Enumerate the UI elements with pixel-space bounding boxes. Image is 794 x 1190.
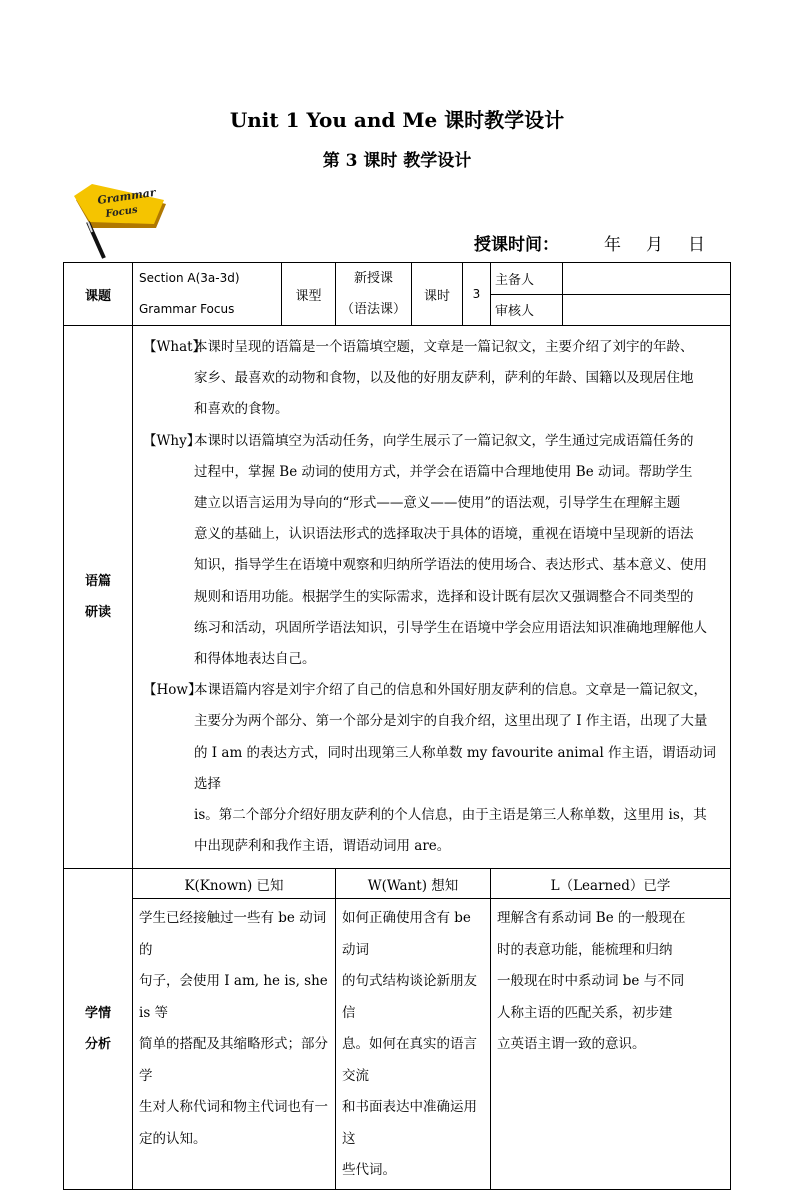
want-line: 如何正确使用含有 be 动词 [342,910,471,958]
want-header: W(Want) 想知 [336,869,491,899]
preparer-value [563,263,731,295]
how-line: 本课语篇内容是刘宇介绍了自己的信息和外国好朋友萨利的信息。文章是一篇记叙文， [194,682,707,699]
section-focus: Grammar Focus [139,302,235,316]
known-line: 学生已经接触过一些有 be 动词的 [139,910,327,958]
student-analysis-label: 学情 分析 [64,869,133,1190]
how-line: 中出现萨利和我作主语，谓语动词用 are。 [194,838,451,855]
teach-time-label: 授课时间： [474,235,559,255]
known-header: K(Known) 已知 [133,869,336,899]
teach-time-line [474,230,730,255]
learned-line: 理解含有系动词 Be 的一般现在 [497,910,686,927]
grammar-focus-flag-icon [70,178,170,260]
text-analysis-label: 语篇 研读 [64,326,133,869]
topic-label: 课题 [64,263,133,326]
why-paragraph [141,426,722,676]
lesson-plan-table [63,262,731,1190]
why-line: 建立以语言运用为导向的“形式——意义——使用”的语法观，引导学生在理解主题 [194,495,681,512]
why-line: 和得体地表达自己。 [194,651,316,668]
learned-content [491,899,731,1190]
day-label: 日 [688,235,705,255]
why-tag: 【Why】 [143,432,201,449]
want-content [336,899,491,1190]
learned-header: L（Learned）已学 [491,869,731,899]
want-line: 些代词。 [342,1162,396,1179]
learned-line: 立英语主谓一致的意识。 [497,1036,646,1053]
what-paragraph [141,332,722,426]
what-line: 家乡、最喜欢的动物和食物，以及他的好朋友萨利，萨利的年龄、国籍以及现居住地 [194,370,694,387]
what-line: 本课时呈现的语篇是一个语篇填空题，文章是一篇记叙文，主要介绍了刘宇的年龄、 [194,339,694,355]
why-line: 知识，指导学生在语境中观察和归纳所学语法的使用场合、表达形式、基本意义、使用 [194,557,707,574]
known-line: 简单的搭配及其缩略形式；部分学 [139,1036,328,1084]
what-line: 和喜欢的食物。 [194,401,289,418]
text-analysis-content [133,326,731,869]
how-line: 的 I am 的表达方式，同时出现第三人称单数 my favourite animal 作主语，谓语动词选择 [194,744,717,792]
reviewer-label: 审核人 [491,294,563,326]
want-line: 和书面表达中准确运用这 [342,1099,477,1147]
svg-text:Grammar: Grammar [96,185,157,207]
type-value: 新授课 [353,271,393,286]
known-line: 句子，会使用 I am, he is, she is 等 [139,973,328,1021]
how-paragraph [141,675,722,862]
want-line: 息。如何在真实的语言交流 [342,1036,477,1084]
how-line: is。第二个部分介绍好朋友萨利的个人信息，由于主语是第三人称单数，这里用 is，其 [194,807,707,824]
known-line: 定的认知。 [139,1130,207,1147]
learned-line: 时的表意功能，能梳理和归纳 [497,941,673,958]
preparer-label: 主备人 [491,263,563,295]
how-tag: 【How】 [143,682,202,699]
year-label: 年 [604,235,621,255]
why-line: 规则和语用功能。根据学生的实际需求，选择和设计既有层次又强调整合不同类型的 [194,588,694,605]
known-line: 生对人称代词和物主代词也有一 [139,1099,328,1116]
type-cell [336,263,412,326]
learned-line: 一般现在时中系动词 be 与不同 [497,973,685,990]
section-name: Section A(3a-3d) [139,271,240,285]
known-content [133,899,336,1190]
page-title: Unit 1 You and Me 课时教学设计 [229,108,565,132]
what-tag: 【What】 [143,339,207,355]
learned-line: 人称主语的匹配关系，初步建 [497,1004,673,1021]
how-line: 主要分为两个部分、第一个部分是刘宇的自我介绍，这里出现了 I 作主语，出现了大量 [194,713,708,730]
page-subtitle: 第 3 课时 教学设计 [322,151,472,171]
type-label: 课型 [282,263,336,326]
want-line: 的句式结构谈论新朋友信 [342,973,477,1021]
reviewer-value [563,294,731,326]
why-line: 意义的基础上，认识语法形式的选择取决于具体的语境，重视在语境中呈现新的语法 [194,526,694,543]
why-line: 练习和活动，巩固所学语法知识，引导学生在语境中学会应用语法知识准确地理解他人 [194,619,707,636]
period-value: 3 [463,263,491,326]
month-label: 月 [646,235,663,255]
svg-text:Focus: Focus [104,204,139,220]
period-label: 课时 [412,263,463,326]
section-cell [133,263,282,326]
type-subvalue: （语法课） [340,302,406,317]
why-line: 过程中，掌握 Be 动词的使用方式，并学会在语篇中合理地使用 Be 动词。帮助学生 [194,463,693,480]
why-line: 本课时以语篇填空为活动任务，向学生展示了一篇记叙文，学生通过完成语篇任务的 [194,432,694,449]
